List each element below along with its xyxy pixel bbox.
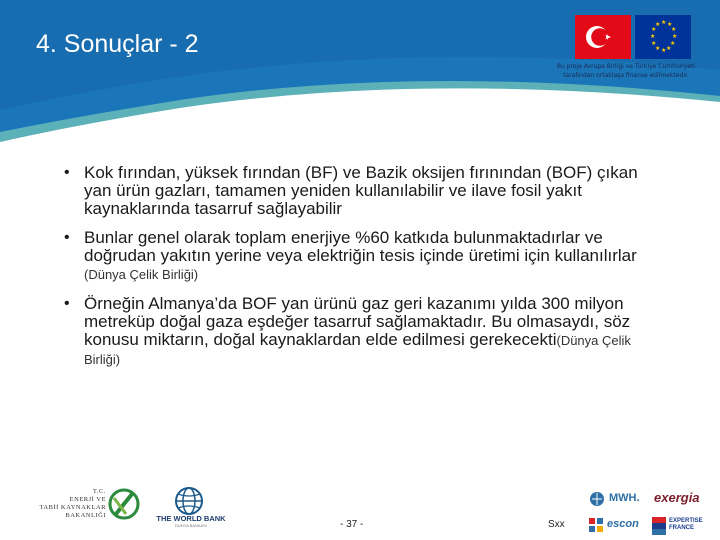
world-bank-subname: DÜNYA BANKASI — [175, 523, 207, 528]
ministry-line-1: T.C. — [92, 488, 106, 495]
escon-logo — [589, 516, 649, 534]
ministry-logo — [36, 484, 146, 530]
mwh-text: MWH. — [609, 492, 640, 504]
expertise-text: EXPERTISE FRANCE — [669, 518, 703, 531]
bullet-dot-icon: • — [64, 295, 70, 312]
partner-flags — [575, 15, 691, 59]
svg-text:★: ★ — [651, 26, 657, 33]
svg-text:★: ★ — [671, 26, 677, 33]
bullet-list — [62, 164, 652, 380]
svg-text:★: ★ — [650, 33, 656, 40]
funding-note-line-2: tarafından ortaklaşa finanse edilmektedir. — [563, 72, 689, 79]
expertise-mark-icon — [652, 517, 666, 535]
bullet-dot-icon: • — [64, 229, 70, 246]
escon-text: escon — [607, 518, 639, 530]
ministry-line-4: BAKANLIĞI — [65, 512, 106, 519]
bullet-text: Örneğin Almanya’da BOF yan ürünü gaz geri kazanımı yılda 300 milyon metreküp doğal gaza eşdeğer tasarruf sağlamaktadır. Bu olmasaydı, söz konusu miktarın, doğal kaynaklardan elde edilmesi gerekecekti — [84, 294, 631, 349]
svg-text:★: ★ — [661, 47, 667, 54]
escon-mark-icon — [589, 518, 605, 532]
svg-text:★: ★ — [672, 33, 678, 40]
mwh-logo — [589, 490, 651, 508]
bullet-source: (Dünya Çelik Birliği) — [84, 333, 631, 367]
mwh-globe-icon — [589, 491, 605, 507]
funding-note-line-1: Bu proje Avrupa Birliği ve Türkiye Cumhuriyeti — [556, 63, 696, 70]
ministry-line-2: ENERJİ VE — [69, 496, 106, 503]
footer-code: Sxx — [548, 519, 565, 530]
world-globe-icon — [174, 486, 204, 516]
exergia-logo: exergia — [654, 490, 700, 505]
bullet-dot-icon: • — [64, 164, 70, 181]
funding-note — [536, 62, 716, 80]
ministry-line-3: TABİİ KAYNAKLAR — [39, 504, 106, 511]
expertise-france-logo — [652, 515, 712, 537]
world-bank-logo — [146, 486, 236, 530]
bullet-source: (Dünya Çelik Birliği) — [84, 267, 199, 282]
bullet-item — [62, 164, 652, 218]
bullet-item — [62, 295, 652, 369]
slide-title: 4. Sonuçlar - 2 — [36, 30, 199, 58]
bullet-item — [62, 229, 652, 284]
bullet-text: Bunlar genel olarak toplam enerjiye %60 katkıda bulunmaktadırlar ve doğrudan yakıtın yerine veya elektriğin tesis içinde üretimi için kullanılırlar — [84, 228, 637, 265]
svg-text:★: ★ — [666, 45, 672, 52]
turkey-flag-icon — [575, 15, 631, 59]
svg-text:★: ★ — [655, 45, 661, 52]
svg-text:★: ★ — [655, 21, 661, 28]
page-number: - 37 - — [340, 519, 364, 530]
svg-text:★: ★ — [651, 40, 657, 47]
world-bank-name: THE WORLD BANK — [156, 514, 226, 523]
svg-text:★: ★ — [670, 40, 676, 47]
bullet-text: Kok fırından, yüksek fırından (BF) ve Bazik oksijen fırınından (BOF) çıkan yan ürün gazları, tamamen yeniden kullanılabilir ve ilave fosil yakıt kaynaklarında tasarruf sağlayabilir — [84, 163, 638, 218]
svg-text:★: ★ — [667, 21, 673, 28]
svg-text:★: ★ — [661, 19, 667, 26]
eu-flag-icon — [635, 15, 691, 59]
